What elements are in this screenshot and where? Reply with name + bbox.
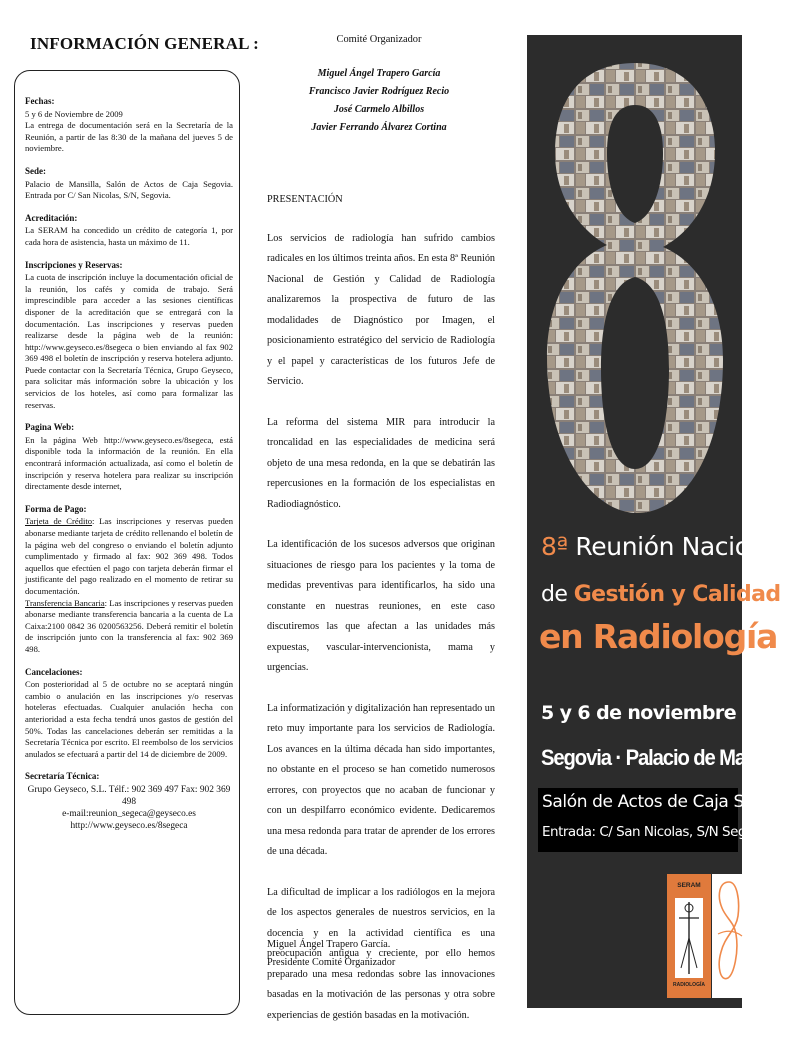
headline-radiologia: en Radiología	[539, 617, 778, 656]
fechas-heading: Fechas:	[25, 96, 55, 106]
committee-member: Miguel Ángel Trapero García	[317, 68, 441, 79]
headline-reunion	[541, 532, 787, 561]
presentation-title: PRESENTACIÓN	[267, 194, 343, 205]
fechas-text: 5 y 6 de Noviembre de 2009 La entrega de documentación será en la Secretaría de la Reunión, a partir de las 8:30 de la mañana del jueves 5 de noviembre.	[25, 108, 233, 154]
venue-box	[538, 788, 798, 852]
committee-block	[258, 34, 500, 137]
section-sede	[25, 166, 233, 202]
presentation-paragraph: La identificación de los sucesos adversos que originan situaciones de riesgo para los pacientes y la toma de medidas preventivas para identificarlos, ha sido una constante en nuestras reuniones, en este caso discutiremos las que afectan a las unidades más expuestas, vascular-intervencionista, mama y urgencias.	[267, 539, 495, 673]
cancelaciones-text: Con posterioridad al 5 de octubre no se aceptará ningún cambio o anulación en las inscripciones y/o reservas hoteleras efectuadas. Cualquier anulación hecha con anterioridad a esta fecha tendrá unos gastos de gestión del 50%. Todas las cancelaciones deberán ser remitidas a la Secretaría Técnica por escrito. El reembolso de los servicios anulados se efectuará a partir del 14 de diciembre de 2009.	[25, 679, 233, 759]
section-pagina-web	[25, 422, 233, 493]
headline-de: de	[541, 582, 574, 607]
section-secretaria	[25, 771, 233, 832]
section-cancelaciones	[25, 667, 233, 761]
section-inscripciones	[25, 260, 233, 412]
presentation-paragraph: La reforma del sistema MIR para introducir la troncalidad en las especialidades de medicina será objeto de una mesa redonda, en la que se debatirán las repercusiones en la formación de los especialistas en Radiodiagnóstico.	[267, 416, 495, 510]
event-eight-icon	[712, 874, 746, 998]
event-date: 5 y 6 de noviembre 2009	[541, 702, 793, 724]
seram-logo	[667, 874, 711, 998]
seram-logo-text: SERAM	[677, 882, 701, 889]
venue-name: Salón de Actos de Caja Segovia	[542, 792, 798, 812]
presentation-paragraph: Los servicios de radiología han sufrido cambios radicales en los últimos treinta años. En esta 8ª Reunión Nacional de Gestión y Calidad de Radiología analizaremos la prospectiva de futuro de las modalidades de Diagnóstico por Imagen, el posicionamiento estratégico del servicio de Radiología y el papel y características de los futuros Jefe de Servicio.	[267, 232, 496, 387]
tarjeta-label: Tarjeta de Crédito	[25, 516, 93, 527]
sede-heading: Sede:	[25, 165, 46, 176]
pago-heading: Forma de Pago:	[25, 503, 87, 514]
secretaria-email: e-mail:reunion_segeca@geyseco.es	[62, 808, 196, 819]
cover-panel	[527, 35, 798, 1008]
headline-gestion-calidad: Gestión y Calidad	[573, 582, 781, 607]
info-title: INFORMACIÓN GENERAL :	[30, 34, 259, 53]
transferencia-label: Transferencia Bancaria	[25, 597, 105, 608]
presentation-block	[267, 190, 495, 1046]
presentation-paragraph: La informatización y digitalización han representado un reto muy importante para los servicios de Radiología. Los avances en la última década han sido importantes, no obstante en el proceso se han cometido numerosos errores, con proyectos que no acaban de funcionar y con un despilfarro económico evidente. Dedicaremos una mesa redonda para tratar de aprender de los errores de una década.	[267, 702, 495, 857]
section-acreditacion	[25, 213, 233, 249]
edition-number: 8ª	[541, 532, 568, 561]
secretaria-line1: Grupo Geyseco, S.L. Télf.: 902 369 497 Fax: 902 369 498	[27, 784, 231, 807]
sede-text: Palacio de Mansilla, Salón de Actos de Caja Segovia. Entrada por C/ San Nicolas, S/N, Segovia.	[25, 178, 233, 201]
committee-member: José Carmelo Albillos	[333, 104, 425, 115]
secretaria-web: http://www.geyseco.es/8segeca	[70, 820, 188, 831]
eight-shape	[547, 63, 723, 513]
info-content	[25, 96, 233, 843]
pagina-text: En la página Web http://www.geyseco.es/8segeca, está disponible toda la información de la reunión. En ella encontrará información actualizada, así como el boletín de inscripción y reserva hotelera para realizar su inscripción directamente desde internet,	[25, 434, 233, 492]
committee-member: Javier Ferrando Álvarez Cortina	[311, 122, 447, 133]
presentation-paragraph: La dificultad de implicar a los radiólogos en la mejora de los aspectos generales de nuestros servicios, en la docencia y en la actividad científica es una preocupación antigua y creciente, por ello hemos preparado una mesa redondas sobre las innovaciones basadas en la motivación de las personas y otra sobre experiencias de gestión basadas en la motivación.	[267, 886, 495, 1021]
pagina-heading: Pagina Web:	[25, 422, 75, 433]
tarjeta-text: : Las inscripciones y reservas pueden abonarse mediante tarjeta de crédito rellenando el boletín de la página web del congreso o enviando el boletín adjunto cumplimentado y firmado al fax: 902 369 498. Todos aquellos que efectúen el pago con tarjeta deberán firmar el justificante del pago realizado en el momento de retirar su documentación.	[25, 516, 233, 596]
event-place: Segovia · Palacio de Mansilla	[541, 745, 791, 770]
seram-figure-icon	[675, 898, 703, 978]
section-fechas	[25, 96, 233, 155]
cancelaciones-heading: Cancelaciones:	[25, 666, 83, 677]
section-forma-pago	[25, 504, 233, 656]
headline-gestion	[541, 582, 781, 607]
inscripciones-heading: Inscripciones y Reservas:	[25, 259, 123, 270]
venue-entrance: Entrada: C/ San Nicolas, S/N Segovia	[542, 824, 773, 840]
signature-role: Presidente Comité Organizador	[267, 957, 396, 968]
signature-name: Miguel Ángel Trapero García.	[267, 939, 391, 950]
committee-member: Francisco Javier Rodríguez Recio	[308, 86, 450, 97]
pago-transferencia	[25, 598, 233, 656]
seram-logo-subtext: RADIOLOGÍA	[673, 982, 705, 988]
pago-tarjeta	[25, 516, 233, 597]
seram-logo-figure	[675, 898, 703, 978]
acreditacion-text: La SERAM ha concedido un crédito de categoría 1, por cada hora de asistencia, hasta un máximo de 11.	[25, 225, 233, 247]
transferencia-text: : Las inscripciones y reservas pueden abonarse mediante transferencia bancaria a la cuenta de La Caixa:2100 0842 36 0200563256. Deberá remitir el boletín de inscripción junto con la transferencia al fax: 902 369 498.	[25, 597, 233, 654]
signature-block	[267, 936, 495, 972]
secretaria-heading: Secretaría Técnica:	[25, 771, 100, 782]
big-eight-photo-collage	[545, 57, 725, 517]
committee-title: Comité Organizador	[336, 34, 422, 45]
event-logo-eight	[712, 874, 746, 998]
headline-reunion-text: Reunión Nacional	[567, 532, 787, 561]
acreditacion-heading: Acreditación:	[25, 212, 78, 223]
inscripciones-text: La cuota de inscripción incluye la documentación oficial de la reunión, los cafés y comida de trabajo. Será imprescindible para acceder a las sesiones científicas disponer de la acreditación que se entregará con la documentación. Las inscripciones y reservas pueden realizarse desde la página web de la reunión: http://www.geyseco.es/8segeca o bien enviando al fax 902 369 498 el boletín de inscripción y reserva hotelera adjunto. Puede contactar con la Secretaría Técnica, Grupo Geyseco, para solicitar más información sobre la ubicación y los servicios de los hoteles, así como para formalizar las reservas.	[25, 272, 233, 410]
